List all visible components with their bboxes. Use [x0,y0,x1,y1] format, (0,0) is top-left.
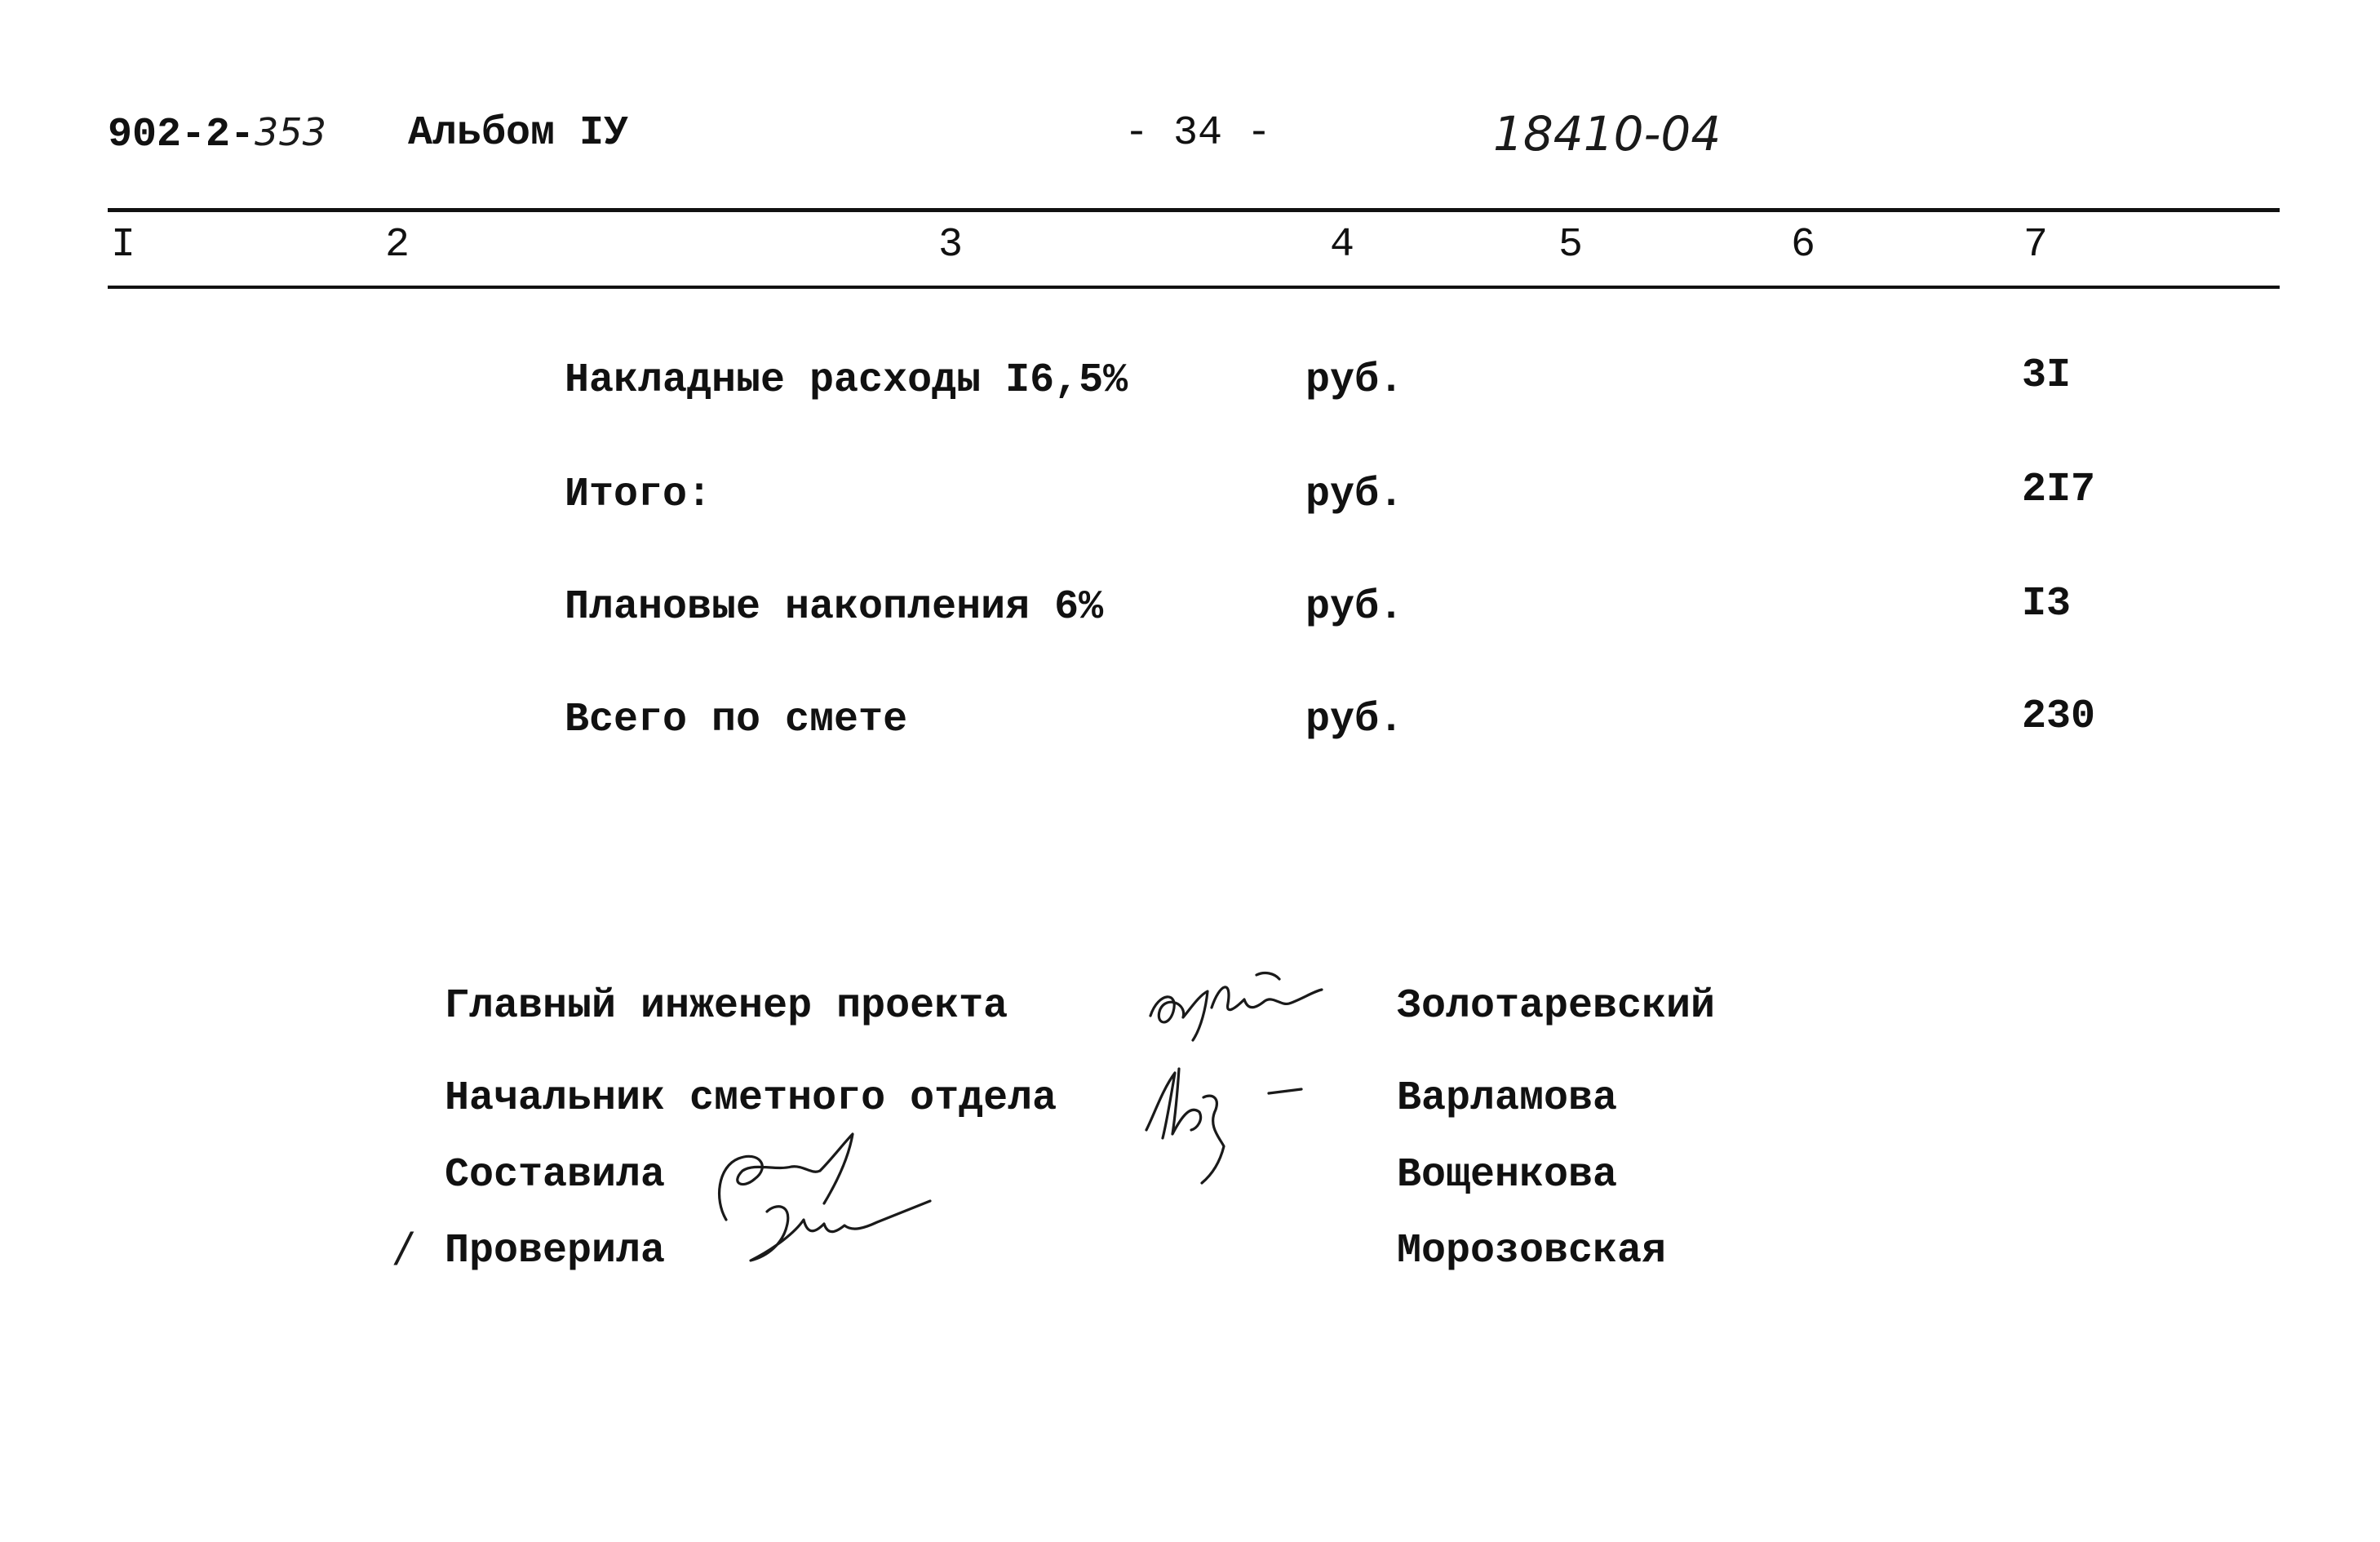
column-number-6: 6 [1791,222,1816,268]
name-varlamova: Варламова [1397,1075,1618,1122]
row-total-label: Всего по смете [565,697,908,743]
name-morozovskaya: Морозовская [1397,1228,1667,1274]
signature-chief-engineer [1142,959,1338,1048]
signature-compiled-checked [669,1126,1012,1289]
row-planned-savings-label: Плановые накопления 6% [565,584,1104,631]
row-subtotal-value: 2I7 [2022,467,2096,513]
album-label: Альбом IУ [408,110,629,157]
column-number-1: I [111,222,136,268]
column-number-4: 4 [1330,222,1355,268]
table-top-rule [108,208,2280,212]
role-chief-engineer: Главный инженер проекта [445,983,1008,1030]
name-voshchenkova: Вощенкова [1397,1152,1618,1199]
signature-head-estimate-dept [1130,1048,1342,1187]
role-compiled-by: Составила [445,1152,666,1199]
document-code-handwritten: 353 [255,110,326,154]
row-overhead-unit: руб. [1305,357,1404,404]
check-mark: / [397,1224,410,1271]
document-code [108,110,326,158]
row-total-unit: руб. [1305,697,1404,743]
document-code-printed: 902-2- [108,112,255,158]
column-number-2: 2 [385,222,410,268]
role-head-estimate-dept: Начальник сметного отдела [445,1075,1057,1122]
column-number-3: 3 [938,222,964,268]
role-checked-by: Проверила [445,1228,666,1274]
row-planned-savings-unit: руб. [1305,584,1404,631]
row-total-value: 230 [2022,693,2096,740]
column-number-5: 5 [1558,222,1584,268]
row-planned-savings-value: I3 [2022,581,2072,627]
row-subtotal-label: Итого: [565,472,712,518]
table-header-bottom-rule [108,286,2280,289]
name-zolotarevsky: Золотаревский [1397,983,1716,1030]
column-number-7: 7 [2023,222,2049,268]
page-number: - 34 - [1124,110,1272,157]
row-overhead-value: 3I [2022,352,2072,399]
row-subtotal-unit: руб. [1305,472,1404,518]
row-overhead-label: Накладные расходы I6,5% [565,357,1128,404]
handwritten-code: 18410-04 [1493,106,1722,162]
